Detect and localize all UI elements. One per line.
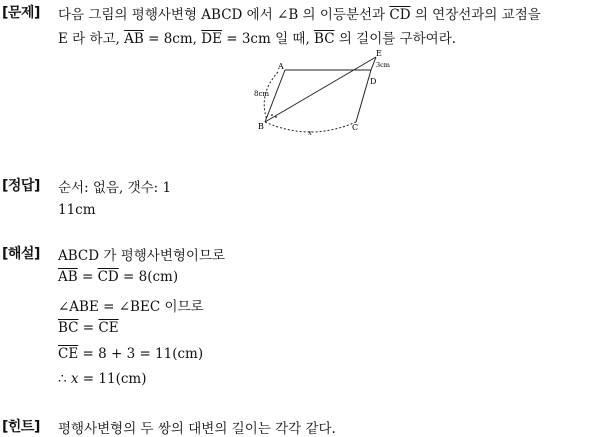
segment-cd: $\overline{CD}$	[97, 269, 119, 285]
parallelogram-figure	[248, 48, 408, 138]
hint-label: [힌트]	[2, 419, 40, 435]
vertex-d-label: D	[370, 77, 377, 86]
hint-line-1: 평행사변형의 두 쌍의 대변의 길이는 각각 같다.	[58, 421, 336, 437]
solution-line-4	[58, 320, 119, 336]
solution-line-6	[58, 371, 146, 387]
problem-text: 의 연장선과의 교점을	[410, 7, 541, 23]
segment-bc: $\overline{BC}$	[58, 320, 79, 336]
problem-line-2	[58, 27, 456, 47]
answer-line-2: 11cm	[58, 202, 96, 218]
vertex-b-label: B	[258, 122, 264, 131]
equals-text: =	[77, 269, 98, 285]
answer-line-1: 순서: 없음, 갯수: 1	[58, 180, 172, 196]
vertex-c-label: C	[352, 123, 359, 132]
segment-ce: $\overline{CE}$	[58, 346, 79, 362]
problem-line-1	[58, 3, 541, 23]
problem-label: [문제]	[2, 5, 40, 21]
solution-line-1: ABCD 가 평행사변형이므로	[58, 248, 226, 264]
angle-mark-dot	[271, 114, 273, 116]
solution-label: [해설]	[2, 246, 40, 262]
length-x-label: x	[308, 129, 312, 137]
side-dc	[356, 70, 371, 122]
therefore-symbol: ∴	[58, 371, 71, 387]
answer-label: [정답]	[2, 178, 40, 194]
segment-ce: $\overline{CE}$	[98, 320, 119, 336]
problem-text: E 라 하고,	[58, 31, 125, 47]
vertex-a-label: A	[278, 62, 284, 71]
solution-line-5	[58, 346, 203, 362]
segment-bc: $\overline{BC}$	[314, 31, 335, 47]
problem-text: 다음 그림의 평행사변형 ABCD 에서 ∠B 의 이등분선과	[58, 7, 390, 23]
angle-mark-dot	[275, 116, 277, 118]
segment-ab: $\overline{AB}$	[58, 269, 78, 285]
solution-line-2	[58, 269, 178, 285]
solution-text: = 8(cm)	[118, 269, 179, 285]
vertex-e-label: E	[376, 49, 382, 58]
problem-text: = 8cm,	[143, 31, 202, 47]
problem-text: = 3cm 일 때,	[221, 31, 315, 47]
length-de-label: 3cm	[376, 61, 390, 69]
segment-cd: $\overline{CD}$	[389, 7, 411, 23]
solution-line-3: ∠ABE = ∠BEC 이므로	[58, 299, 204, 315]
segment-de: $\overline{DE}$	[201, 31, 222, 47]
problem-text: 의 길이를 구하여라.	[334, 31, 457, 47]
length-ab-label: 8cm	[254, 90, 270, 98]
variable-x: x	[70, 371, 79, 387]
equals-text: =	[78, 320, 99, 336]
segment-ab: $\overline{AB}$	[124, 31, 144, 47]
solution-text: = 11(cm)	[78, 371, 147, 387]
solution-text: = 8 + 3 = 11(cm)	[78, 346, 204, 362]
